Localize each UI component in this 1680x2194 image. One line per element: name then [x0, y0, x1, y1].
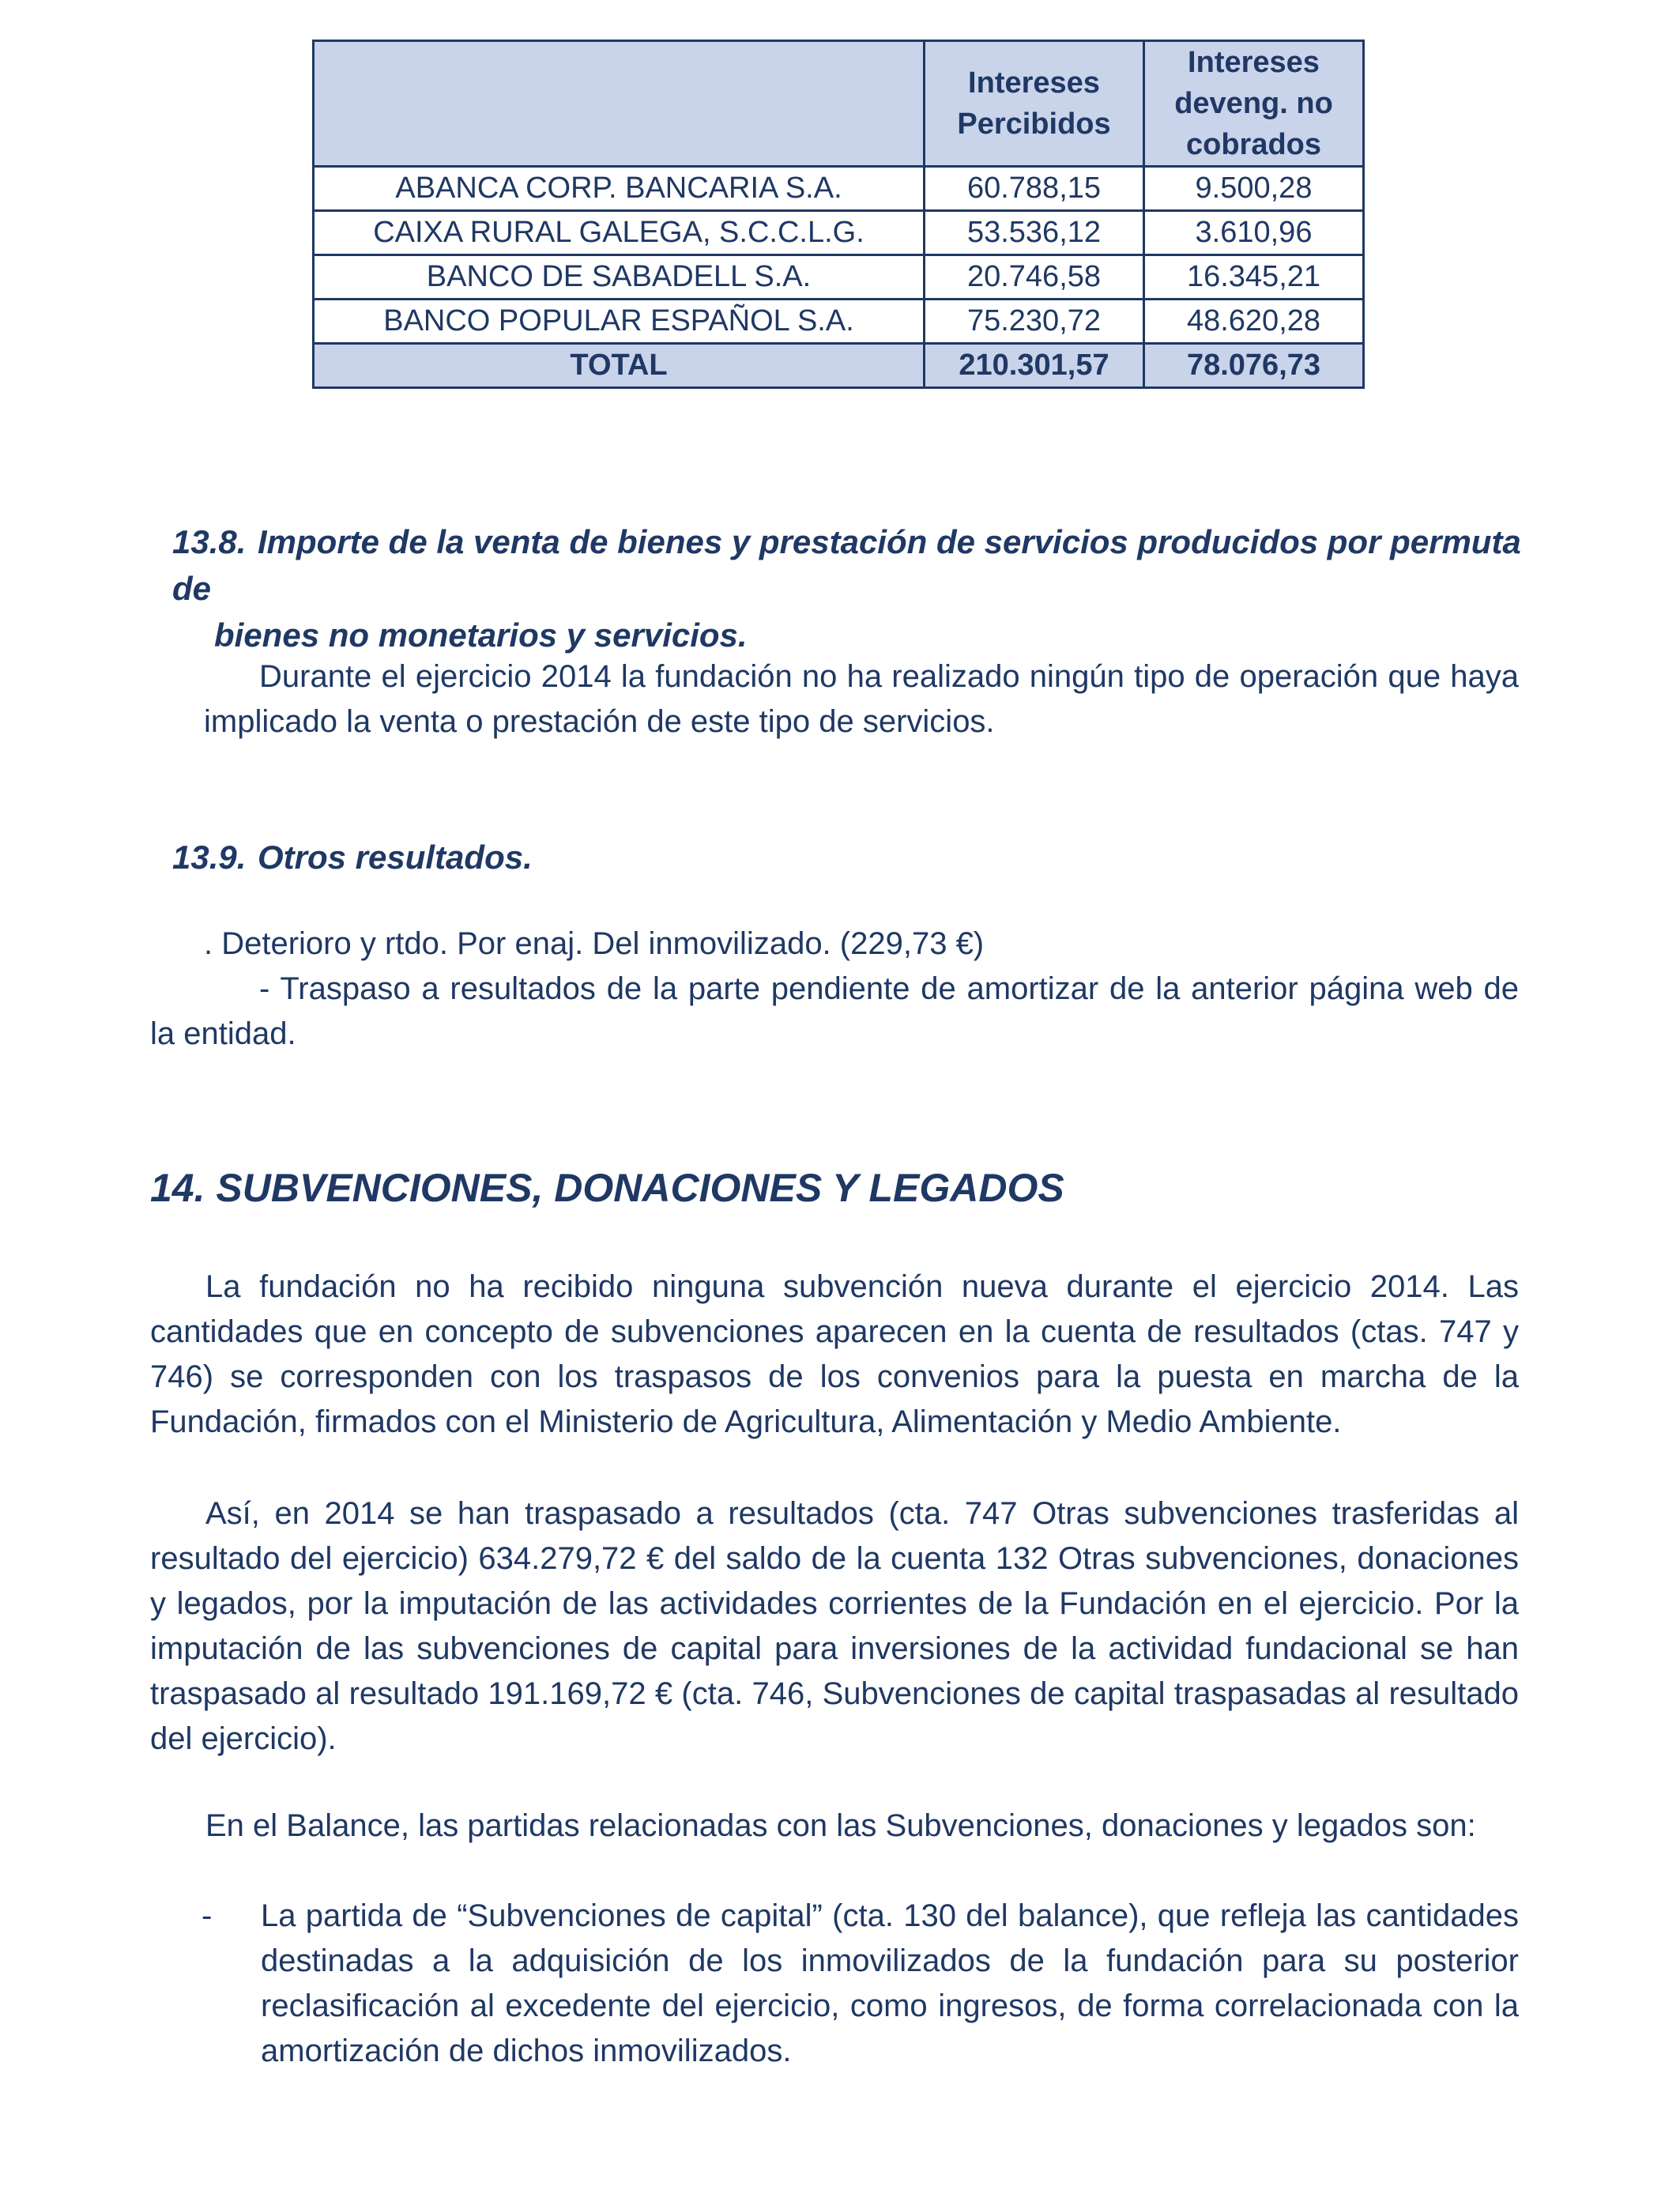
section-14-para2 — [150, 1491, 1519, 1762]
table-total-row — [314, 344, 1364, 388]
cell-devengados: 48.620,28 — [1144, 300, 1364, 344]
section-13-9-number: 13.9. — [172, 839, 247, 876]
section-14-para3 — [150, 1804, 1519, 1849]
list-item — [204, 1894, 1519, 2074]
section-14-para1 — [150, 1265, 1519, 1445]
cell-devengados: 9.500,28 — [1144, 167, 1364, 211]
section-13-9-line1 — [204, 922, 1519, 967]
section-14-para1-text: La fundación no ha recibido ninguna subvención nueva durante el ejercicio 2014. Las cantidades que en concepto de subvenciones aparecen en la cuenta de resultados (ctas. 747 y 746) se corresponden con los traspasos de los convenios para la puesta en marcha de la Fundación, firmados con el Ministerio de Agricultura, Alimentación y Medio Ambiente. — [150, 1269, 1519, 1439]
section-13-9-line1-text: . Deterioro y rtdo. Por enaj. Del inmovilizado. (229,73 €) — [204, 926, 985, 961]
header-devengados-line1: Intereses — [1188, 46, 1320, 79]
cell-percibidos: 20.746,58 — [925, 255, 1144, 300]
section-13-9-heading — [172, 834, 1524, 880]
section-14-para2-text: Así, en 2014 se han traspasado a resultados (cta. 747 Otras subvenciones trasferidas al resultado del ejercicio) 634.279,72 € del saldo de la cuenta 132 Otras subvenciones, donaciones y legados, por la imputación de las actividades corrientes de la Fundación en el ejercicio. Por la imputación de las subvenciones de capital para inversiones de la actividad fundacional se han traspasado al resultado 191.169,72 € (cta. 746, Subvenciones de capital traspasadas al resultado del ejercicio). — [150, 1496, 1519, 1756]
section-13-8-title-line1: Importe de la venta de bienes y prestación de servicios producidos por permuta de — [172, 523, 1521, 607]
cell-percibidos: 60.788,15 — [925, 167, 1144, 211]
total-devengados: 78.076,73 — [1144, 344, 1364, 388]
cell-entity: BANCO DE SABADELL S.A. — [314, 255, 925, 300]
section-14-title: 14. SUBVENCIONES, DONACIONES Y LEGADOS — [150, 1166, 1064, 1210]
cell-entity: BANCO POPULAR ESPAÑOL S.A. — [314, 300, 925, 344]
cell-devengados: 16.345,21 — [1144, 255, 1364, 300]
interest-table — [312, 40, 1365, 389]
table-header-row — [314, 41, 1364, 167]
header-percibidos-line2: Percibidos — [957, 107, 1111, 141]
total-percibidos: 210.301,57 — [925, 344, 1144, 388]
bullet-text: La partida de “Subvenciones de capital” (cta. 130 del balance), que refleja las cantidades destinadas a la adquisición de los inmovilizados de la fundación para su posterior reclasificación al excedente del ejercicio, como ingresos, de forma correlacionada con la amortización de dichos inmovilizados. — [261, 1898, 1519, 2068]
section-13-9-line2-text: - Traspaso a resultados de la parte pendiente de amortizar de la anterior página web de la entidad. — [150, 971, 1519, 1051]
header-percibidos-line1: Intereses — [968, 66, 1100, 100]
header-devengados-line3: cobrados — [1185, 128, 1322, 161]
table-row — [314, 255, 1364, 300]
section-13-8-title-line2: bienes no monetarios y servicios. — [214, 616, 748, 654]
table-header-devengados — [1144, 41, 1364, 167]
cell-percibidos: 53.536,12 — [925, 211, 1144, 255]
table-row — [314, 300, 1364, 344]
cell-percibidos: 75.230,72 — [925, 300, 1144, 344]
section-13-8-body — [204, 654, 1519, 745]
section-13-8-body-text: Durante el ejercicio 2014 la fundación no ha realizado ningún tipo de operación que haya implicado la venta o prestación de este tipo de servicios. — [204, 659, 1519, 739]
section-13-9-title: Otros resultados. — [258, 839, 533, 876]
cell-entity: CAIXA RURAL GALEGA, S.C.C.L.G. — [314, 211, 925, 255]
section-13-9-line2 — [150, 967, 1519, 1057]
table-row — [314, 167, 1364, 211]
table-row — [314, 211, 1364, 255]
section-13-8-heading — [172, 518, 1524, 658]
section-14-para3-text: En el Balance, las partidas relacionadas con las Subvenciones, donaciones y legados son: — [205, 1808, 1476, 1843]
header-devengados-line2: deveng. no — [1174, 87, 1333, 120]
table-header-percibidos — [925, 41, 1144, 167]
total-label: TOTAL — [314, 344, 925, 388]
cell-devengados: 3.610,96 — [1144, 211, 1364, 255]
table-header-entity — [314, 41, 925, 167]
section-13-8-number: 13.8. — [172, 523, 247, 560]
bullet-dash: - — [202, 1898, 213, 1933]
cell-entity: ABANCA CORP. BANCARIA S.A. — [314, 167, 925, 211]
